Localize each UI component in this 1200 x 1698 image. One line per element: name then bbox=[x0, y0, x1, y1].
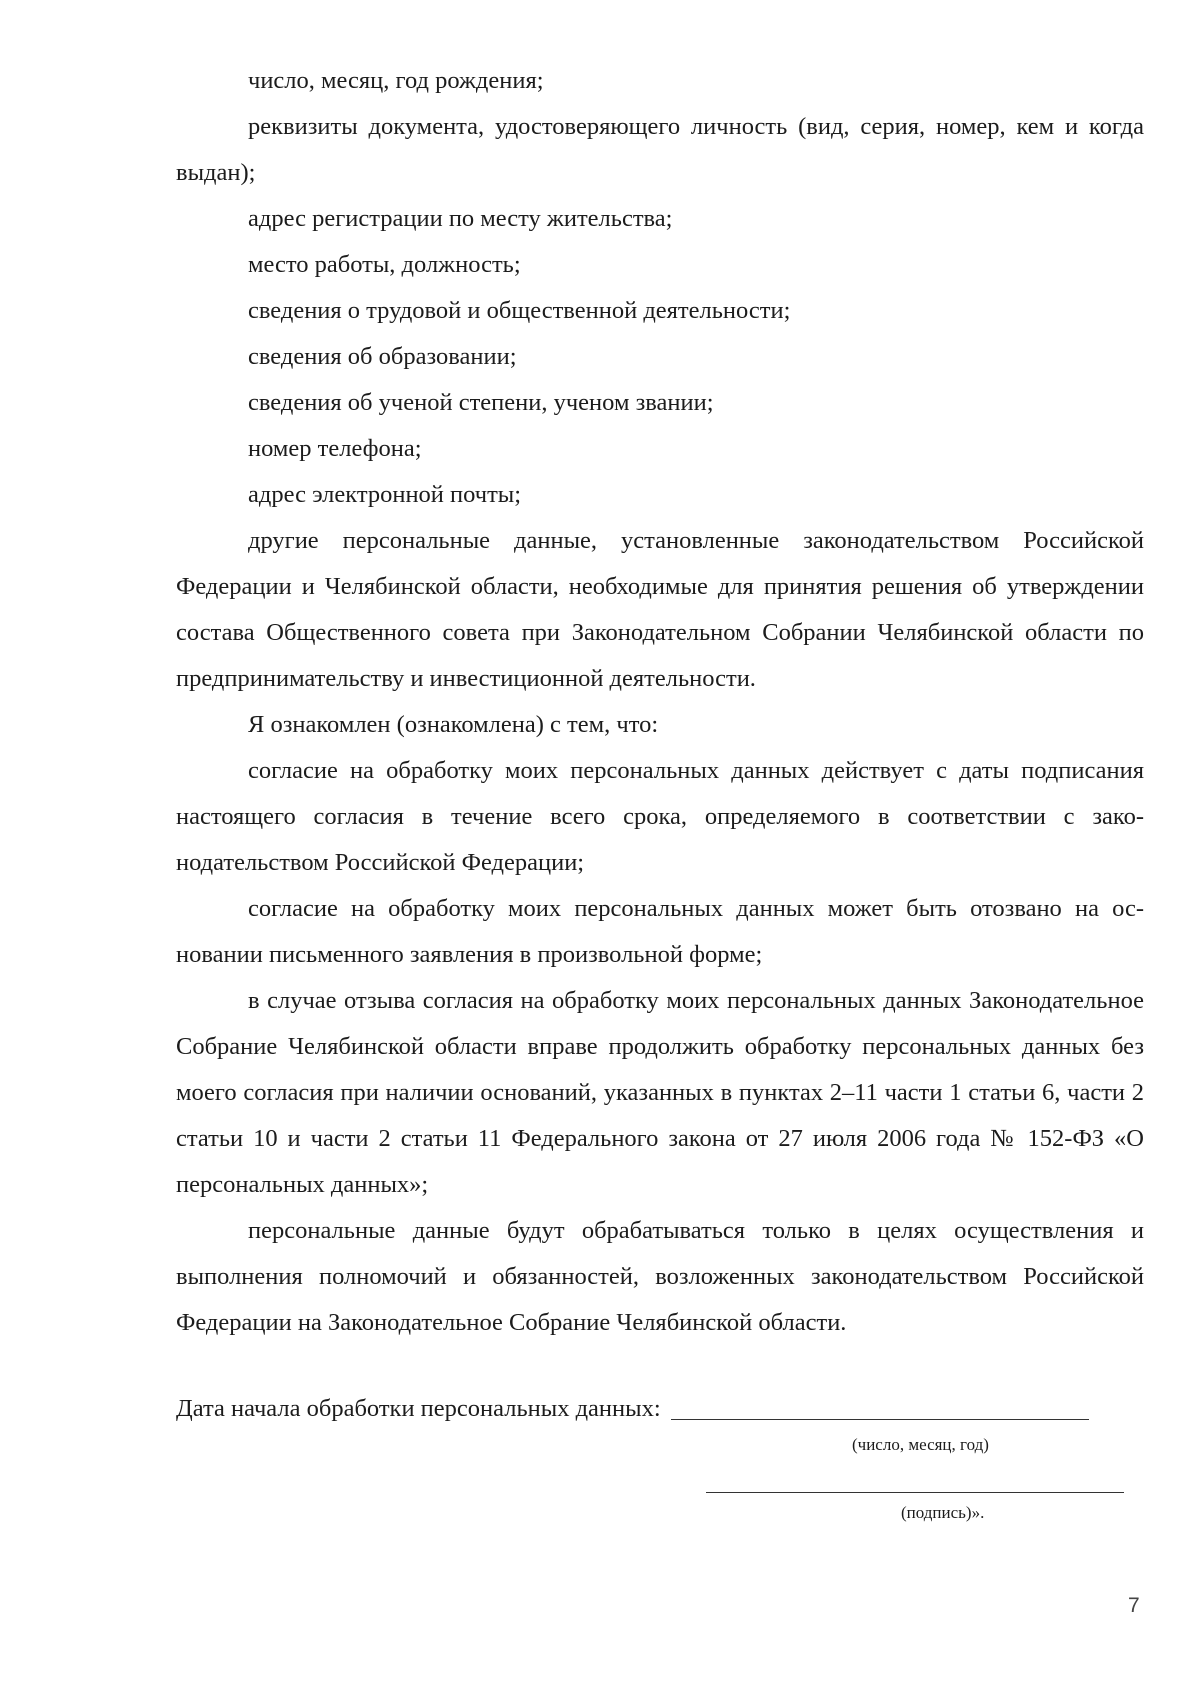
paragraph-id-document: реквизиты документа, удостоверяющего личность (вид, серия, номер, кем и когда выдан); bbox=[176, 113, 1144, 186]
paragraph-revocation-consequences: в случае отзыва согласия на обработку моих персональных данных Законодательное Собрание Челябинской области вправе продолжить обработку персональных данных без моего согласия при наличии оснований, указанных в пунктах 2–11 части 1 статьи 6, части 2 статьи 10 и части 2 статьи 11 Федерального закона от 27 июля 2006 года № 152-ФЗ «О персональных данных»; bbox=[176, 987, 1144, 1198]
date-caption: (число, месяц, год) bbox=[852, 1435, 989, 1454]
paragraph-acknowledgement: Я ознакомлен (ознакомлена) с тем, что: bbox=[248, 711, 659, 738]
signature-caption: (подпись)». bbox=[901, 1503, 985, 1522]
paragraph-academic-degree: сведения об ученой степени, ученом звании; bbox=[248, 389, 714, 416]
paragraph-consent-term: согласие на обработку моих персональных данных действует с даты подписания настоящего согласия в течение всего срока, определяемого в соответствии с законодательством Российской Федерации; bbox=[176, 757, 1144, 876]
document-body bbox=[176, 58, 1144, 1346]
paragraph-education: сведения об образовании; bbox=[248, 343, 517, 370]
paragraph-labor-activity: сведения о трудовой и общественной деятельности; bbox=[248, 297, 791, 324]
paragraph-birth-date: число, месяц, год рождения; bbox=[248, 67, 544, 94]
paragraph-processing-purpose: персональные данные будут обрабатываться только в целях осуществления и выполнения полномочий и обязанностей, возложенных законодательством Российской Федерации на Законодательное Собрание Челябинской области. bbox=[176, 1217, 1144, 1336]
date-label: Дата начала обработки персональных данных: bbox=[176, 1395, 661, 1422]
paragraph-workplace: место работы, должность; bbox=[248, 251, 521, 278]
signature-block bbox=[176, 1392, 1144, 1522]
paragraph-other-data: другие персональные данные, установленные законодательством Российской Федерации и Челябинской области, необходимые для принятия решения об утверждении состава Общественного совета при Законодательном Собрании Челябинской области по предпринимательству и инвестиционной деятельности. bbox=[176, 527, 1144, 692]
paragraph-email: адрес электронной почты; bbox=[248, 481, 522, 508]
date-input-line[interactable] bbox=[671, 1419, 1089, 1420]
paragraph-phone: номер телефона; bbox=[248, 435, 422, 462]
page-number: 7 bbox=[1128, 1594, 1140, 1617]
paragraph-registration-address: адрес регистрации по месту жительства; bbox=[248, 205, 673, 232]
paragraph-consent-revocation: согласие на обработку моих персональных данных может быть отозвано на основании письменного заявления в произвольной форме; bbox=[176, 895, 1144, 968]
signature-input-line[interactable] bbox=[706, 1492, 1124, 1493]
date-row bbox=[176, 1392, 1144, 1426]
